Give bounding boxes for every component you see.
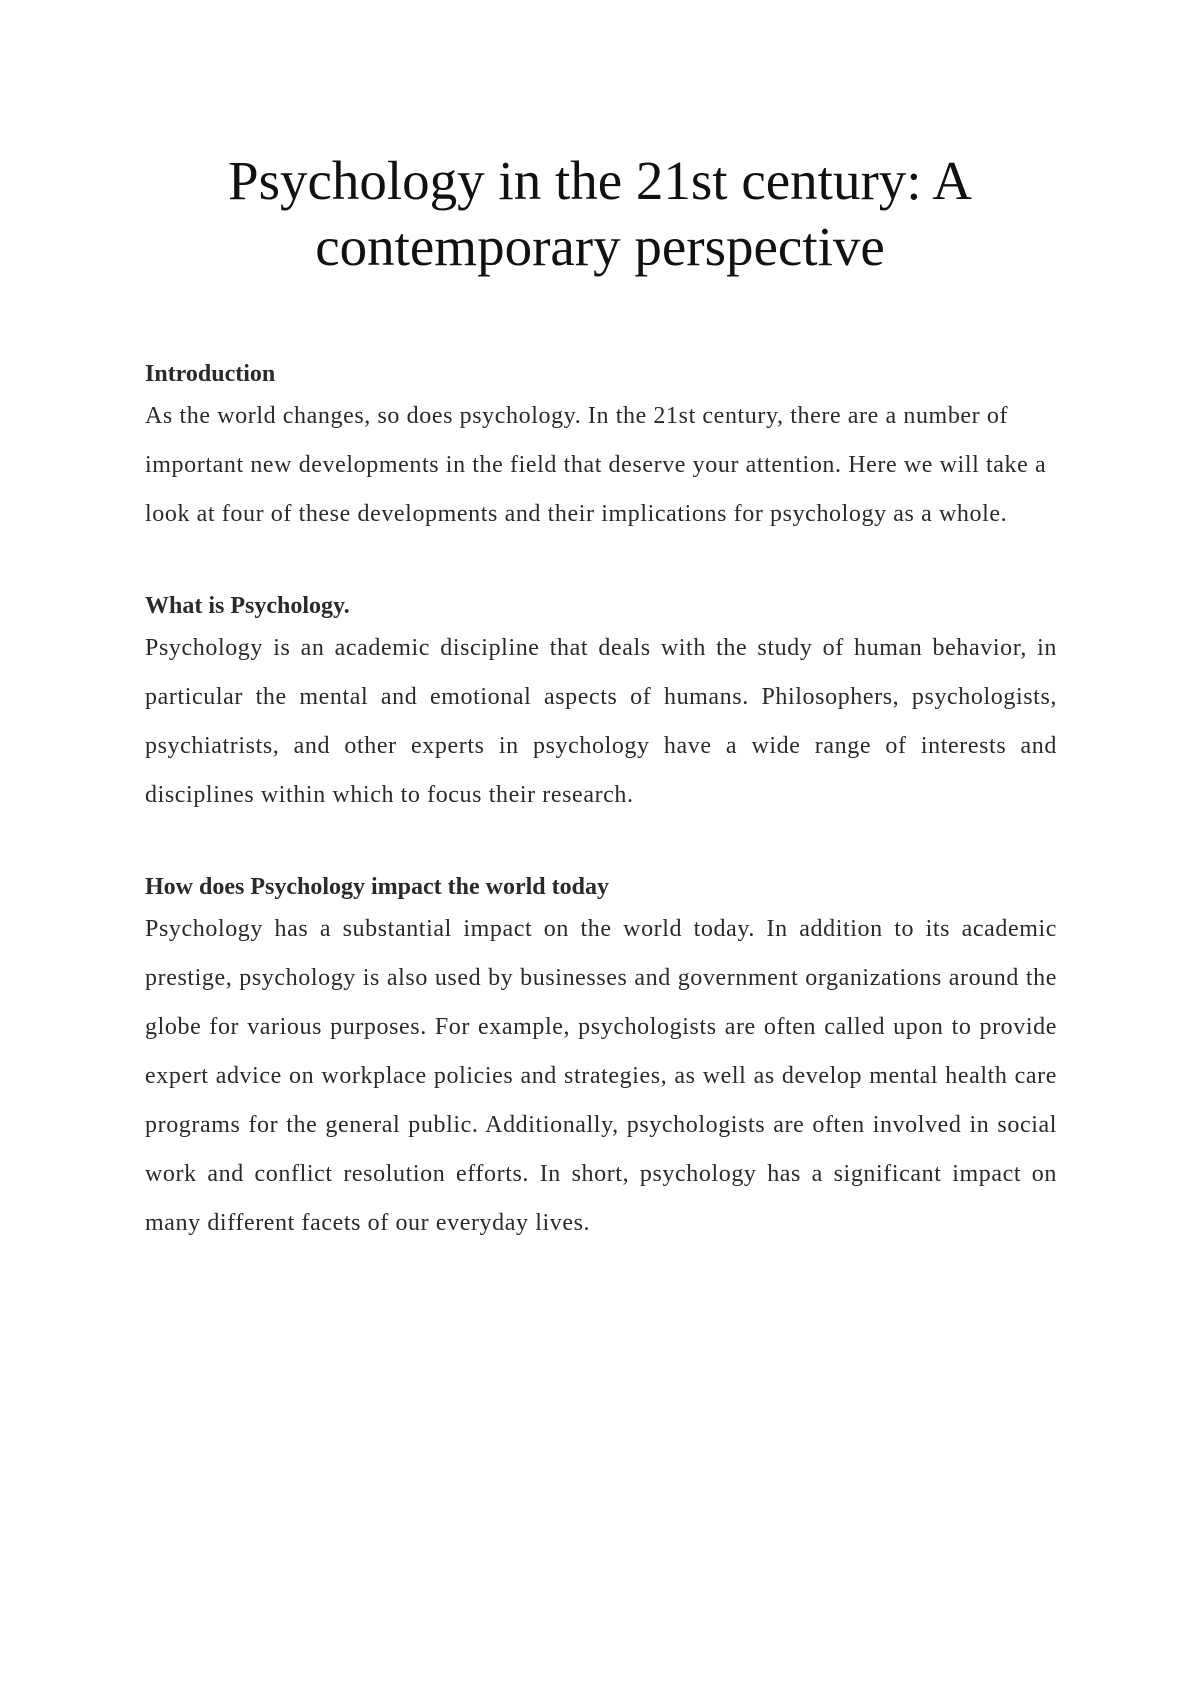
section-paragraph-introduction: As the world changes, so does psychology. In the 21st century, there are a number of important new developments in the field that deserve your attention. Here we will take a look at four of these developments and their implications for psychology as a whole. xyxy=(145,403,1047,527)
section-psychology-impact xyxy=(145,869,1057,1248)
section-introduction xyxy=(145,356,1057,539)
section-heading-introduction: Introduction xyxy=(145,361,276,387)
section-heading-psychology-impact: How does Psychology impact the world today xyxy=(145,874,609,900)
document-title: Psychology in the 21st century: A contemporary perspective xyxy=(228,150,972,277)
section-paragraph-psychology-impact: Psychology has a substantial impact on the world today. In addition to its academic prestige, psychology is also used by businesses and government organizations around the globe for various purposes. For example, psychologists are often called upon to provide expert advice on workplace policies and strategies, as well as develop mental health care programs for the general public. Additionally, psychologists are often involved in social work and conflict resolution efforts. In short, psychology has a significant impact on many different facets of our everyday lives. xyxy=(145,916,1057,1236)
document-body xyxy=(145,356,1057,1297)
section-paragraph-what-is-psychology: Psychology is an academic discipline that deals with the study of human behavior, in particular the mental and emotional aspects of humans. Philosophers, psychologists, psychiatrists, and other experts in psychology have a wide range of interests and disciplines within which to focus their research. xyxy=(145,635,1057,808)
section-heading-what-is-psychology: What is Psychology. xyxy=(145,593,350,619)
section-what-is-psychology xyxy=(145,588,1057,820)
